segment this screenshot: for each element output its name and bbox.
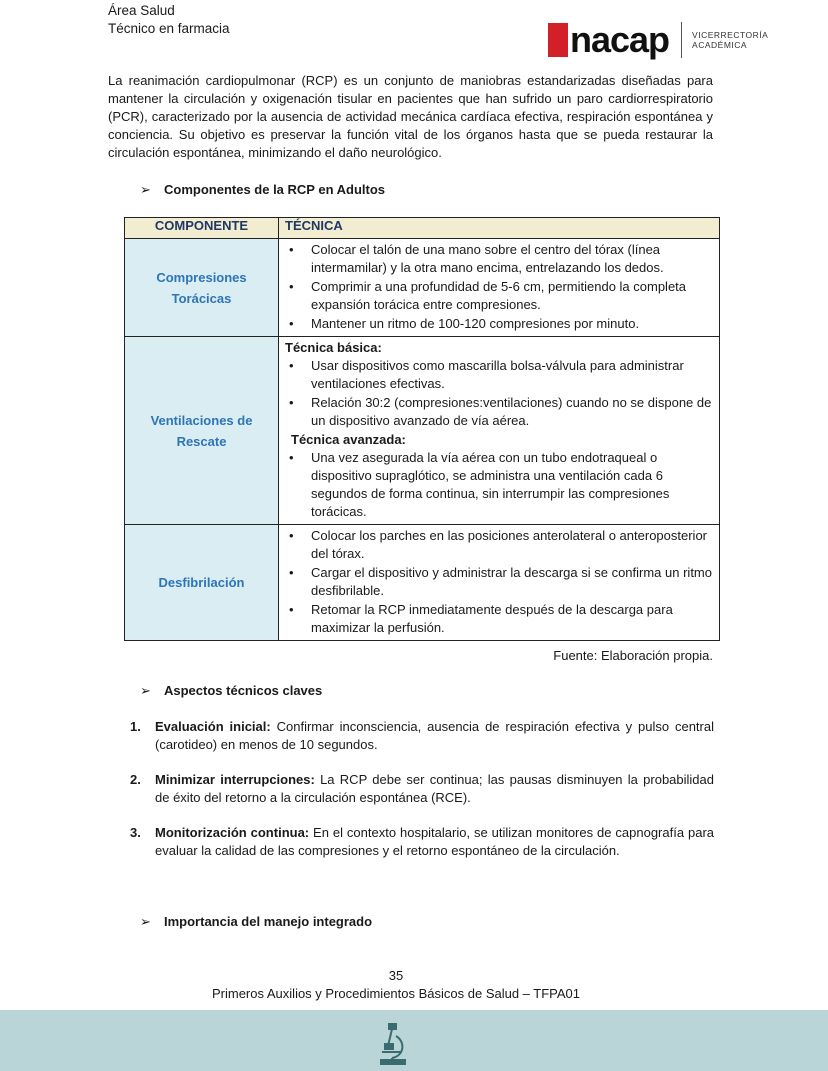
footer-band [0,1010,828,1071]
program-label: Técnico en farmacia [108,21,230,36]
technique-cell [279,337,720,525]
section-heading-aspects [140,683,322,699]
section-title: Componentes de la RCP en Adultos [164,182,386,197]
item-text: En el contexto hospitalario, se utilizan monitores de capnografía para evaluar la calidad de las compresiones y el retorno espontáneo de la circulación. [155,825,715,858]
item-term: Evaluación inicial: [155,719,271,734]
logo-red-block [548,23,568,57]
subheading-basic: Técnica básica: [285,340,382,355]
list-item: • Una vez asegurada la vía aérea con un tubo endotraqueal o dispositivo supraglótico, se administra una ventilación cada 6 segundos de forma continua, sin interrumpir las compresiones torácicas. [311,449,713,521]
table-row [125,239,720,337]
item-text: Confirmar inconsciencia, ausencia de respiración efectiva y pulso central (carotideo) en menos de 10 segundos. [155,719,714,752]
arrow-bullet-icon: ➢ [140,914,151,929]
component-cell: Ventilaciones de Rescate [125,337,279,525]
logo-sub-line-2: ACADÉMICA [692,40,748,50]
item-term: Minimizar interrupciones: [155,772,315,787]
item-term: Monitorización continua: [155,825,310,840]
list-item [130,771,714,807]
list-item: • Mantener un ritmo de 100-120 compresiones por minuto. [311,315,713,333]
arrow-bullet-icon: ➢ [140,182,151,197]
footer-title: Primeros Auxilios y Procedimientos Básicos de Salud – TFPA01 [211,986,581,1001]
component-cell: Desfibrilación [125,525,279,641]
microscope-icon [378,1022,408,1066]
logo-sub-line-1: VICERRECTORÍA [692,30,769,40]
list-item [130,824,714,860]
section-heading-components [140,182,385,198]
area-label: Área Salud [108,3,175,18]
table-header-row [125,218,720,239]
item-number: 1. [130,719,141,734]
table-row [125,525,720,641]
section-heading-integrated [140,914,372,930]
table-source: Fuente: Elaboración propia. [553,648,713,663]
column-header-component: COMPONENTE [125,218,279,239]
section-title: Aspectos técnicos claves [164,683,323,698]
list-item: • Comprimir a una profundidad de 5-6 cm, permitiendo la completa expansión torácica entre compresiones. [311,278,713,314]
subheading-advanced: Técnica avanzada: [291,432,406,447]
item-number: 2. [130,772,141,787]
header-left [108,2,230,38]
component-cell: Compresiones Torácicas [125,239,279,337]
list-item: • Colocar el talón de una mano sobre el centro del tórax (línea intermamilar) y la otra mano encima, entrelazando los dedos. [311,241,713,277]
logo-word: nacap [570,19,670,60]
technique-cell [279,239,720,337]
list-item [130,718,714,754]
column-header-technique: TÉCNICA [279,218,720,239]
technique-cell [279,525,720,641]
item-number: 3. [130,825,141,840]
logo-separator [681,22,682,58]
table-row [125,337,720,525]
intro-paragraph: La reanimación cardiopulmonar (RCP) es un conjunto de maniobras estandarizadas diseñadas para mantener la circulación y oxigenación tisular en pacientes que han sufrido un paro cardiorrespiratorio (PCR), caracterizado por la ausencia de actividad mecánica cardíaca efectiva, respiración espontánea y conciencia. Su objetivo es preservar la función vital de los órganos hasta que se pueda restaurar la circulación espontánea, minimizando el daño neurológico. [108,73,713,160]
list-item: • Usar dispositivos como mascarilla bolsa-válvula para administrar ventilaciones efectivas. [311,357,713,393]
logo-subtitle [692,30,768,50]
section-title: Importancia del manejo integrado [164,914,373,929]
aspects-list [130,718,714,877]
list-item: • Retomar la RCP inmediatamente después de la descarga para maximizar la perfusión. [311,601,713,637]
page-number: 35 [388,968,404,983]
inacap-logo [548,20,768,60]
list-item: • Cargar el dispositivo y administrar la descarga si se confirma un ritmo desfibrilable. [311,564,713,600]
list-item: • Colocar los parches en las posiciones anterolateral o anteroposterior del tórax. [311,527,713,563]
list-item: • Relación 30:2 (compresiones:ventilaciones) cuando no se dispone de un dispositivo avanzado de vía aérea. [311,394,713,430]
arrow-bullet-icon: ➢ [140,683,151,698]
rcp-components-table [124,217,720,641]
item-text: La RCP debe ser continua; las pausas disminuyen la probabilidad de éxito del retorno a la circulación espontánea (RCE). [155,772,714,805]
